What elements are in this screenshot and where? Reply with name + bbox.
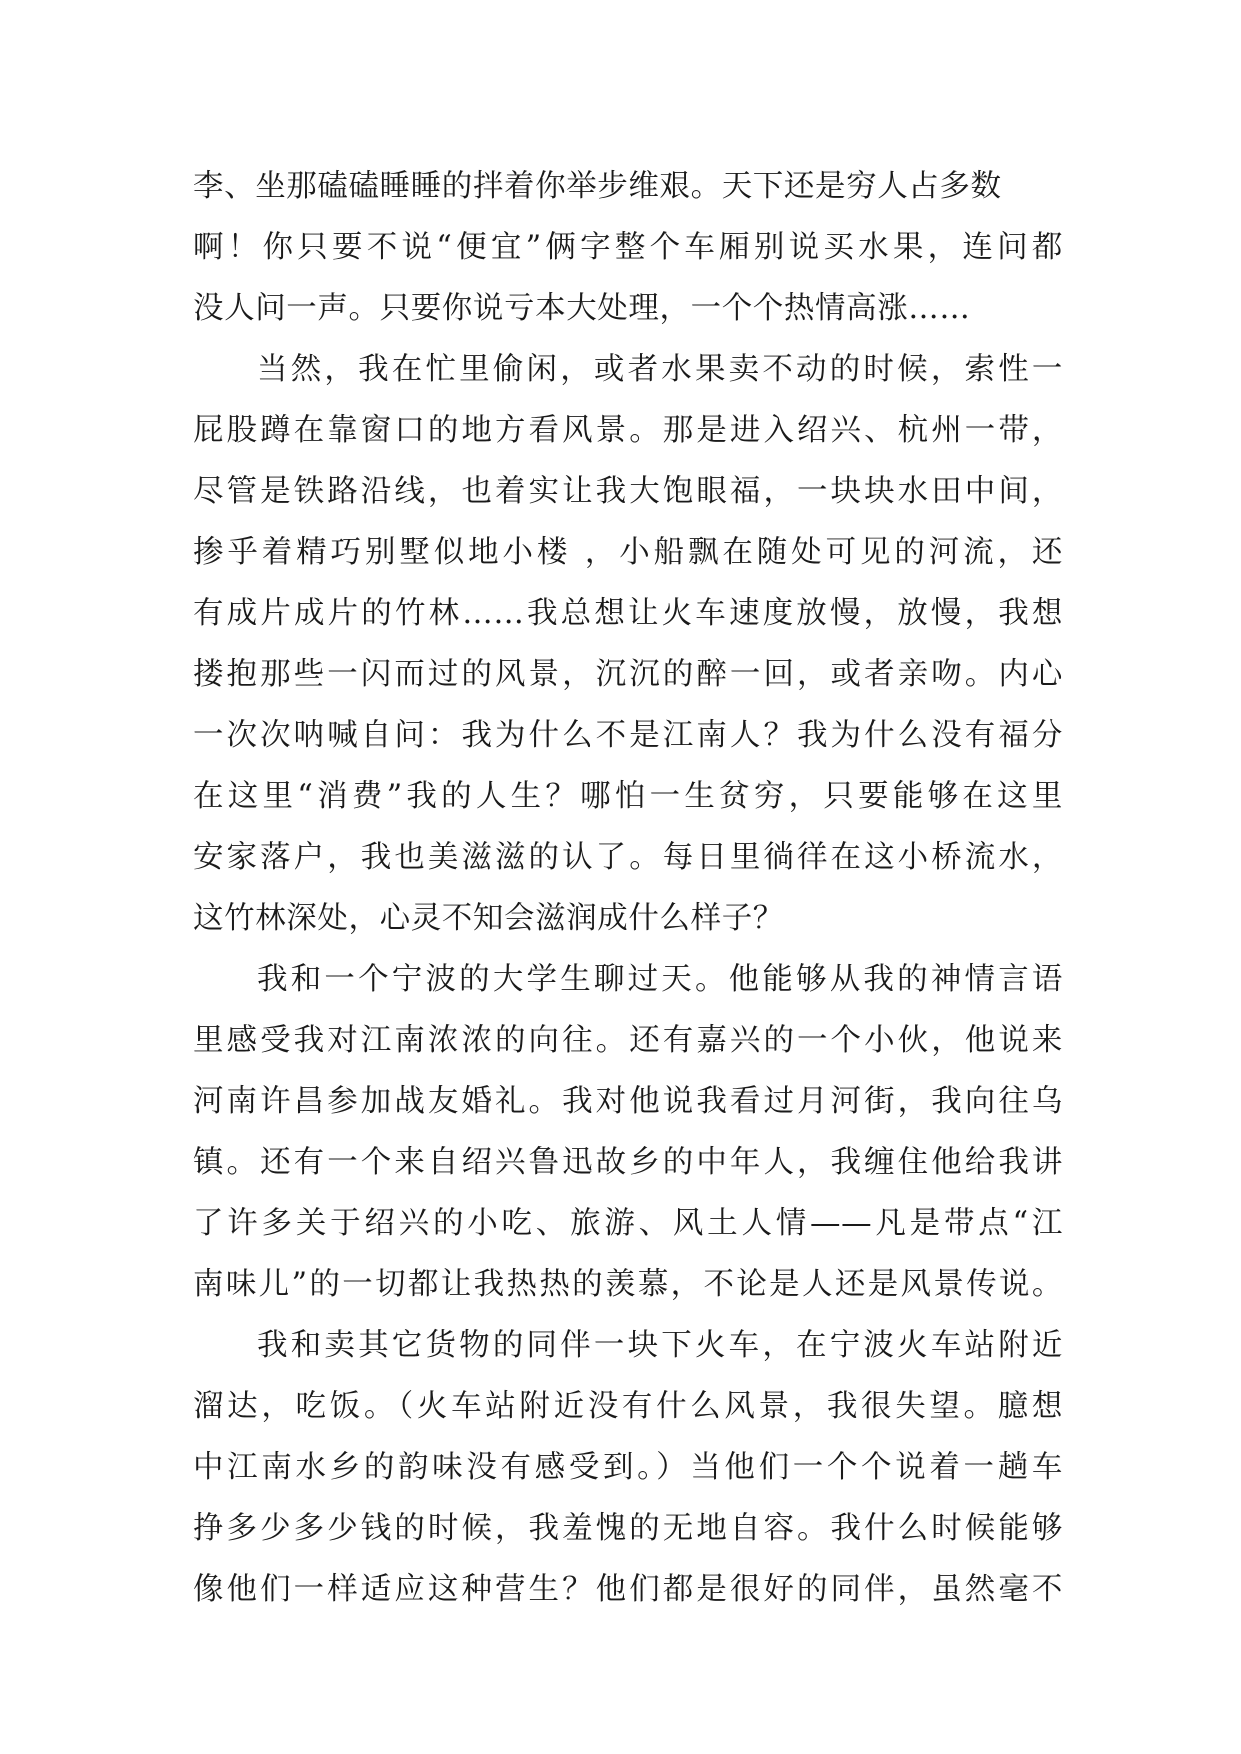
text-line: 有成片成片的竹林……我总想让火车速度放慢，放慢，我想 — [193, 596, 1063, 631]
text-line: 溜达，吃饭。（火车站附近没有什么风景，我很失望。臆想 — [193, 1389, 1063, 1424]
text-line: 像他们一样适应这种营生？他们都是很好的同伴，虽然毫不 — [193, 1572, 1063, 1607]
text-line: 搂抱那些一闪而过的风景，沉沉的醉一回，或者亲吻。内心 — [193, 657, 1063, 692]
text-line: 中江南水乡的韵味没有感受到。）当他们一个个说着一趟车 — [193, 1450, 1063, 1485]
text-line: 河南许昌参加战友婚礼。我对他说我看过月河街，我向往乌 — [193, 1084, 1063, 1119]
text-line: 一次次呐喊自问：我为什么不是江南人？我为什么没有福分 — [193, 718, 1063, 753]
paragraph-first-line: 当然，我在忙里偷闲，或者水果卖不动的时候，索性一 — [257, 352, 1063, 387]
text-line: 了许多关于绍兴的小吃、旅游、风土人情——凡是带点“江 — [193, 1206, 1063, 1241]
text-line: 尽管是铁路沿线，也着实让我大饱眼福，一块块水田中间， — [193, 474, 1063, 509]
text-line: 里感受我对江南浓浓的向往。还有嘉兴的一个小伙，他说来 — [193, 1023, 1063, 1058]
text-line: 啊！你只要不说“便宜”俩字整个车厢别说买水果，连问都 — [193, 230, 1063, 265]
paragraph-first-line: 我和一个宁波的大学生聊过天。他能够从我的神情言语 — [257, 962, 1063, 997]
text-line: 掺乎着精巧别墅似地小楼 ，小船飘在随处可见的河流，还 — [193, 535, 1063, 570]
text-line: 这竹林深处，心灵不知会滋润成什么样子？ — [193, 901, 784, 936]
paragraph-first-line: 我和卖其它货物的同伴一块下火车，在宁波火车站附近 — [257, 1328, 1063, 1363]
text-line: 李、坐那磕磕睡睡的拌着你举步维艰。天下还是穷人占多数 — [193, 169, 1002, 204]
text-line: 挣多少多少钱的时候，我羞愧的无地自容。我什么时候能够 — [193, 1511, 1063, 1546]
text-line: 镇。还有一个来自绍兴鲁迅故乡的中年人，我缠住他给我讲 — [193, 1145, 1063, 1180]
text-line: 安家落户，我也美滋滋的认了。每日里徜徉在这小桥流水， — [193, 840, 1063, 875]
text-line: 屁股蹲在靠窗口的地方看风景。那是进入绍兴、杭州一带， — [193, 413, 1063, 448]
text-line: 没人问一声。只要你说亏本大处理，一个个热情高涨…… — [193, 291, 971, 326]
text-line: 在这里“消费”我的人生？哪怕一生贫穷，只要能够在这里 — [193, 779, 1063, 814]
body-text — [193, 156, 1063, 1620]
text-line: 南味儿”的一切都让我热热的羡慕，不论是人还是风景传说。 — [193, 1267, 1063, 1302]
